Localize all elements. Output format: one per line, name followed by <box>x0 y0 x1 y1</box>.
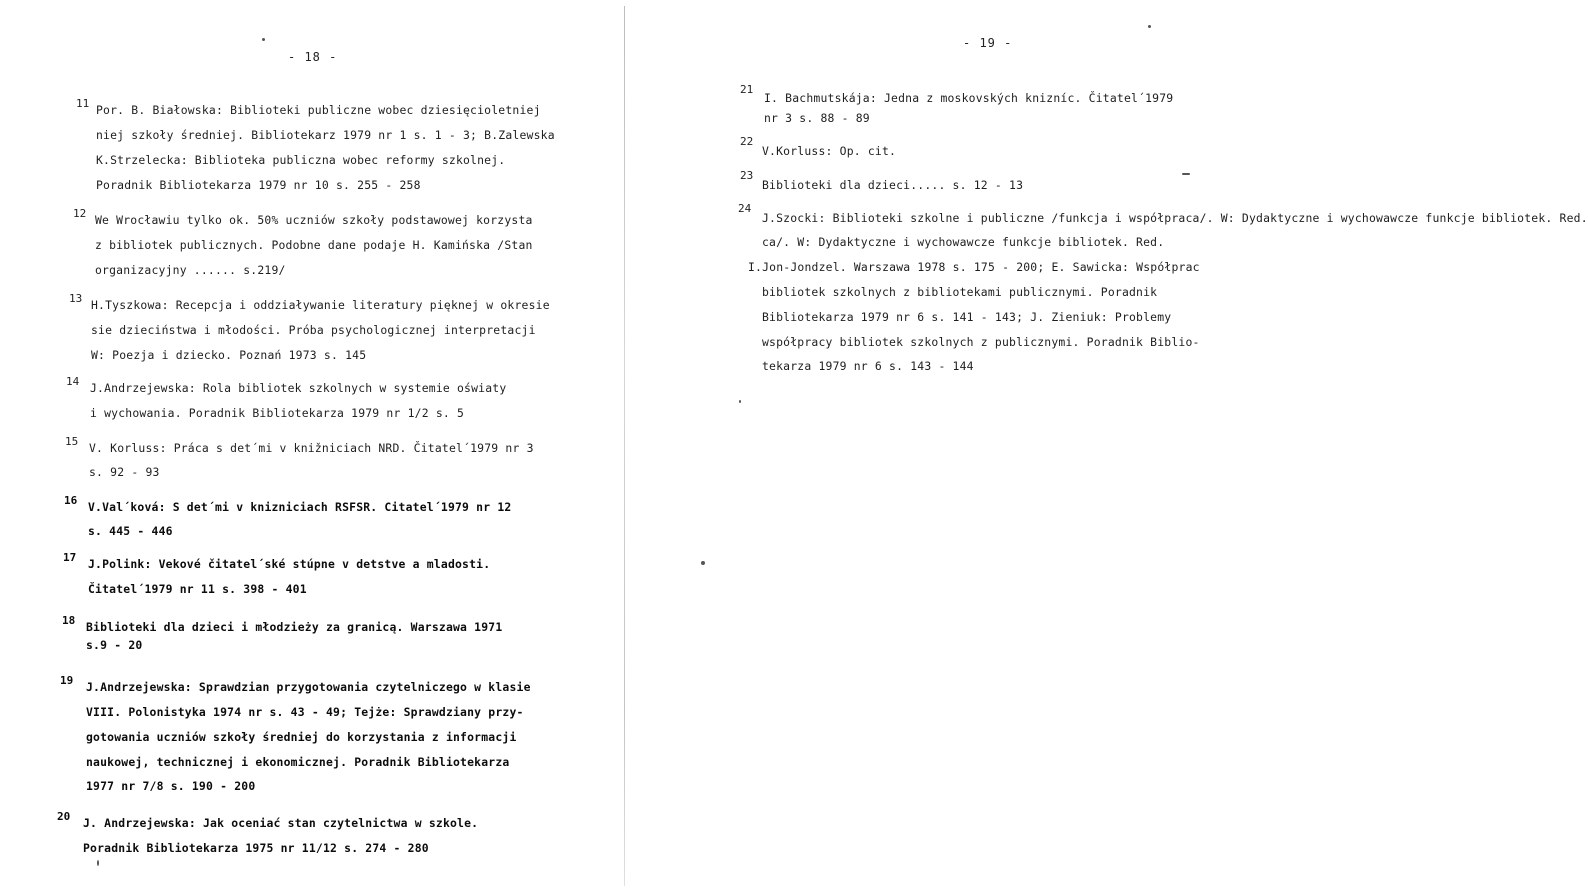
footnote-number: 13 <box>69 292 83 305</box>
footnote-number: 17 <box>63 551 77 564</box>
scan-speck <box>262 38 265 41</box>
footnote-line: Por. B. Białowska: Biblioteki publiczne wobec dziesięcioletniej <box>96 103 541 117</box>
footnote-number: 19 <box>60 674 74 687</box>
footnote-line: i wychowania. Poradnik Bibliotekarza 1979 nr 1/2 s. 5 <box>90 406 465 420</box>
footnote-number: 12 <box>73 207 87 220</box>
page-number: - 18 - <box>288 50 338 64</box>
footnote-line: V. Korluss: Práca s det´mi v knižniciach NRD. Čitatel´1979 nr 3 <box>89 441 534 455</box>
footnote-number: 11 <box>76 97 90 110</box>
footnote-number: 15 <box>65 435 79 448</box>
footnote-line: sie dzieciństwa i młodości. Próba psychologicznej interpretacji <box>91 323 536 337</box>
scan-speck <box>1148 25 1151 28</box>
footnote-line: VIII. Polonistyka 1974 nr s. 43 - 49; Tejże: Sprawdziany przy- <box>86 705 524 719</box>
footnote-number: 18 <box>62 614 76 627</box>
page-number: - 19 - <box>963 36 1013 50</box>
footnote-line: I.Jon-Jondzel. Warszawa 1978 s. 175 - 200; E. Sawicka: Współprac <box>748 260 1200 274</box>
footnote-number: 20 <box>57 810 71 823</box>
footnote-line: nr 3 s. 88 - 89 <box>764 111 870 125</box>
footnote-line: Poradnik Bibliotekarza 1975 nr 11/12 s. 274 - 280 <box>83 841 429 855</box>
footnote-line: V.Korluss: Op. cit. <box>762 144 897 158</box>
footnote-line: We Wrocławiu tylko ok. 50% uczniów szkoły podstawowej korzysta <box>95 213 533 227</box>
footnote-line: Poradnik Bibliotekarza 1979 nr 10 s. 255 - 258 <box>96 178 421 192</box>
right-page <box>627 0 1588 893</box>
footnote-number: 16 <box>64 494 78 507</box>
footnote-line: s. 445 - 446 <box>88 524 173 538</box>
footnote-line: niej szkoły średniej. Bibliotekarz 1979 nr 1 s. 1 - 3; B.Zalewska <box>96 128 555 142</box>
scan-speck <box>739 400 741 403</box>
footnote-line-first <box>762 211 1588 225</box>
footnote-line: I. Bachmutskája: Jedna z moskovských knizníc. Čitatel´1979 <box>764 91 1174 105</box>
footnote-line-text: J.Szocki: Biblioteki szkolne i publiczne /funkcja i współpraca/. W: Dydaktyczne i wychowawcze funkcje bibliotek. Red. <box>762 211 1588 225</box>
footnote-line: Biblioteki dla dzieci..... s. 12 - 13 <box>762 178 1024 192</box>
footnote-number: 14 <box>66 375 80 388</box>
scan-speck <box>701 561 705 565</box>
left-page <box>0 0 625 893</box>
footnote-number: 21 <box>740 83 754 96</box>
footnote-line: tekarza 1979 nr 6 s. 143 - 144 <box>762 359 974 373</box>
footnote-line: organizacyjny ...... s.219/ <box>95 263 286 277</box>
footnote-line: współpracy bibliotek szkolnych z publicznymi. Poradnik Biblio- <box>762 335 1200 349</box>
footnote-line: naukowej, technicznej i ekonomicznej. Poradnik Bibliotekarza <box>86 755 510 769</box>
footnote-number: 22 <box>740 135 754 148</box>
footnote-line: gotowania uczniów szkoły średniej do korzystania z informacji <box>86 730 517 744</box>
footnote-line: bibliotek szkolnych z bibliotekami publicznymi. Poradnik <box>762 285 1158 299</box>
footnote-line: W: Poezja i dziecko. Poznań 1973 s. 145 <box>91 348 367 362</box>
footnote-line: Biblioteki dla dzieci i młodzieży za granicą. Warszawa 1971 <box>86 620 503 634</box>
footnote-line: Bibliotekarza 1979 nr 6 s. 141 - 143; J. Zieniuk: Problemy <box>762 310 1172 324</box>
footnote-line: Čitatel´1979 nr 11 s. 398 - 401 <box>88 582 307 596</box>
scan-speck <box>97 860 99 866</box>
footnote-line: J.Andrzejewska: Rola bibliotek szkolnych w systemie oświaty <box>90 381 507 395</box>
footnote-line: z bibliotek publicznych. Podobne dane podaje H. Kamińska /Stan <box>95 238 533 252</box>
footnote-line: 1977 nr 7/8 s. 190 - 200 <box>86 779 256 793</box>
footnote-line: J.Polink: Vekové čitatel´ské stúpne v detstve a mladosti. <box>88 557 491 571</box>
footnote-line: K.Strzelecka: Biblioteka publiczna wobec reformy szkolnej. <box>96 153 506 167</box>
footnote-number: 23 <box>740 169 754 182</box>
footnote-line: V.Val´ková: S det´mi v knizniciach RSFSR. Citatel´1979 nr 12 <box>88 500 512 514</box>
footnote-line: ca/. W: Dydaktyczne i wychowawcze funkcje bibliotek. Red. <box>762 235 1165 249</box>
footnote-line: H.Tyszkowa: Recepcja i oddziaływanie literatury pięknej w okresie <box>91 298 550 312</box>
footnote-number: 24 <box>738 202 752 215</box>
footnote-line: J. Andrzejewska: Jak oceniać stan czytelnictwa w szkole. <box>83 816 479 830</box>
footnote-line: s.9 - 20 <box>86 638 143 652</box>
page-gutter <box>624 6 625 886</box>
footnote-line: J.Andrzejewska: Sprawdzian przygotowania czytelniczego w klasie <box>86 680 531 694</box>
scan-speck <box>1182 173 1190 175</box>
footnote-line: s. 92 - 93 <box>89 465 160 479</box>
